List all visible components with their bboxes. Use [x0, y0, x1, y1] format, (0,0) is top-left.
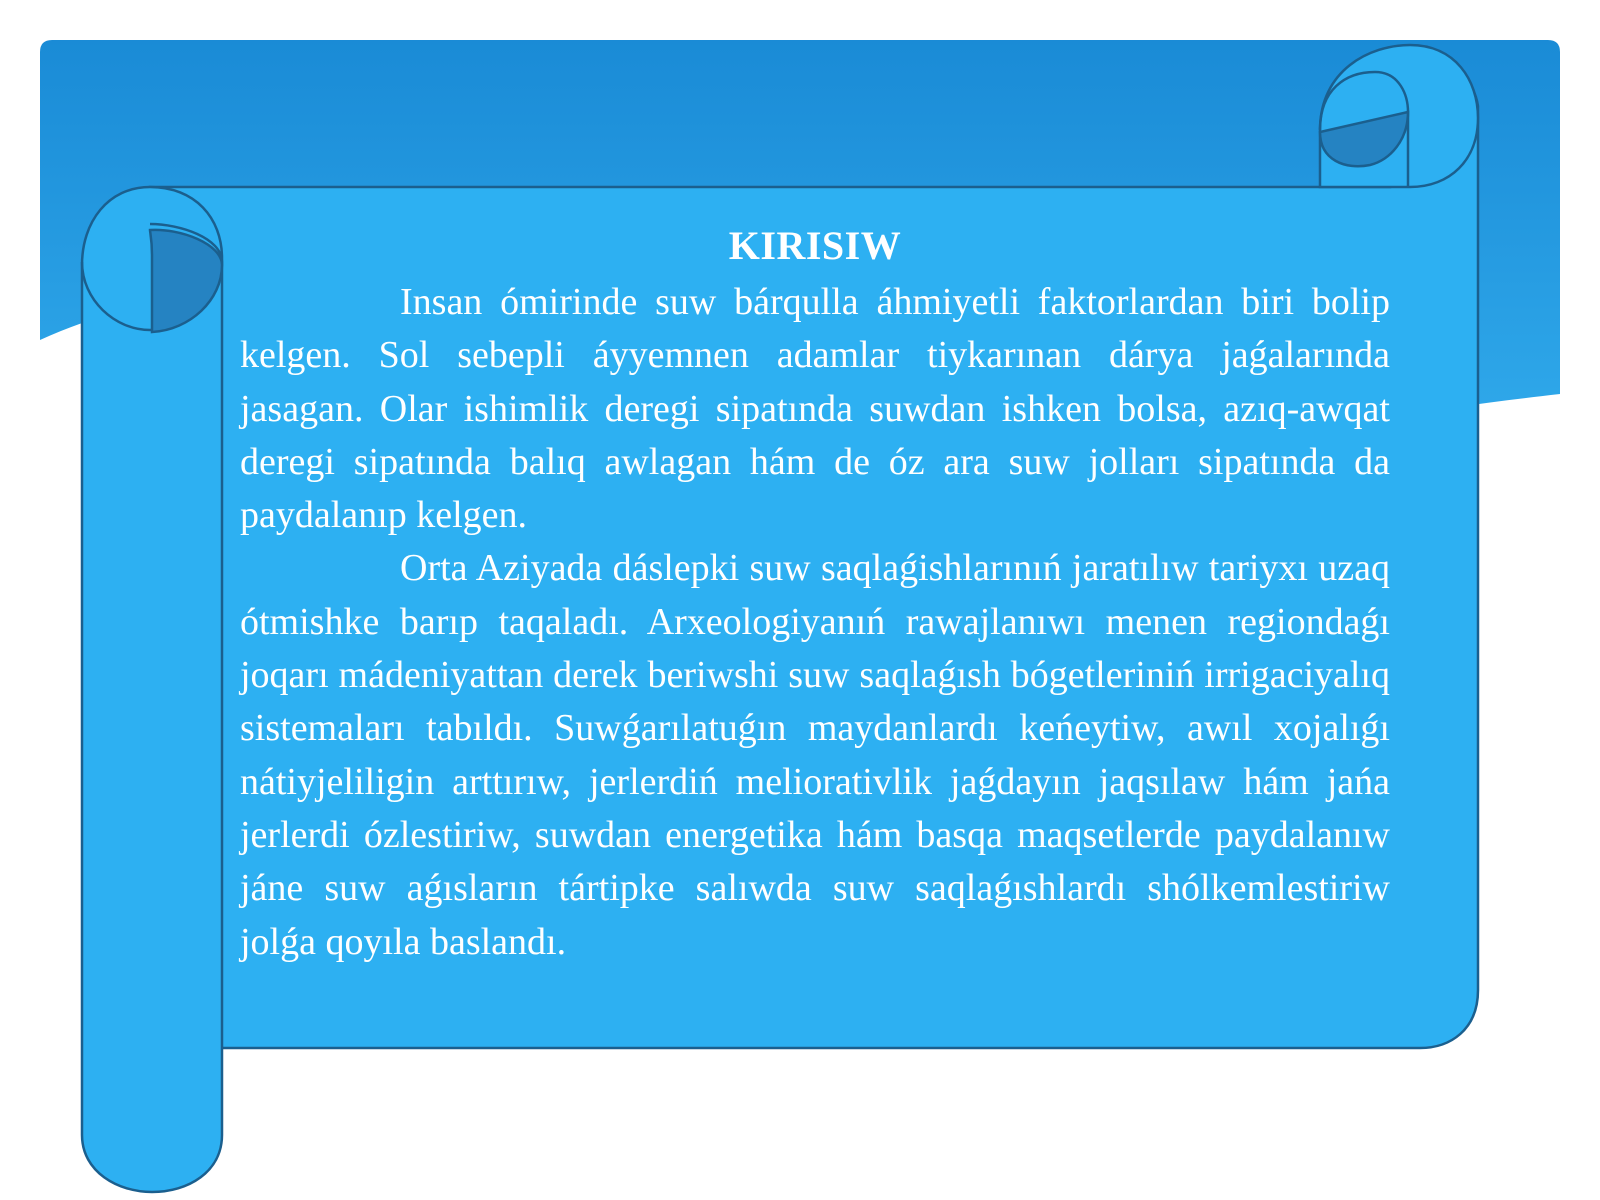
slide-title: KIRISIW	[728, 223, 902, 268]
paragraph-2: Orta Aziyada dáslepki suw saqlaǵishlarınıń jaratılıw tariyxı uzaq ótmishke barıp taqaladı. Arxeologiyanıń rawajlanıwı menen regiondaǵı joqarı mádeniyattan derek beriwshi suw saqlaǵısh bógetleriniń irrigaciyalıq sistemaları tabıldı. Suwǵarılatuǵın maydanlardı keńeytiw, awıl xojalıǵı nátiyjeliligin arttırıw, jerlerdiń meliorativlik jaǵdayın jaqsılaw hám jańa jerlerdi ózlestiriw, suwdan energetika hám basqa maqsetlerde paydalanıw jáne suw aǵısların tártipke salıwda suw saqlaǵıshlardı shólkemlestiriw jolǵa qoyıla baslandı.	[240, 547, 1390, 963]
paragraph-1: Insan ómirinde suw bárqulla áhmiyetli faktorlardan biri bolip kelgen. Sol sebepli áyyemnen adamlar tiykarınan dárya jaǵalarında jasagan. Olar ishimlik deregi sipatında suwdan ishken bolsa, azıq-awqat deregi sipatında balıq awlagan hám de óz ara suw jolları sipatında da paydalanıp kelgen.	[240, 281, 1390, 537]
text-panel	[240, 222, 1390, 969]
